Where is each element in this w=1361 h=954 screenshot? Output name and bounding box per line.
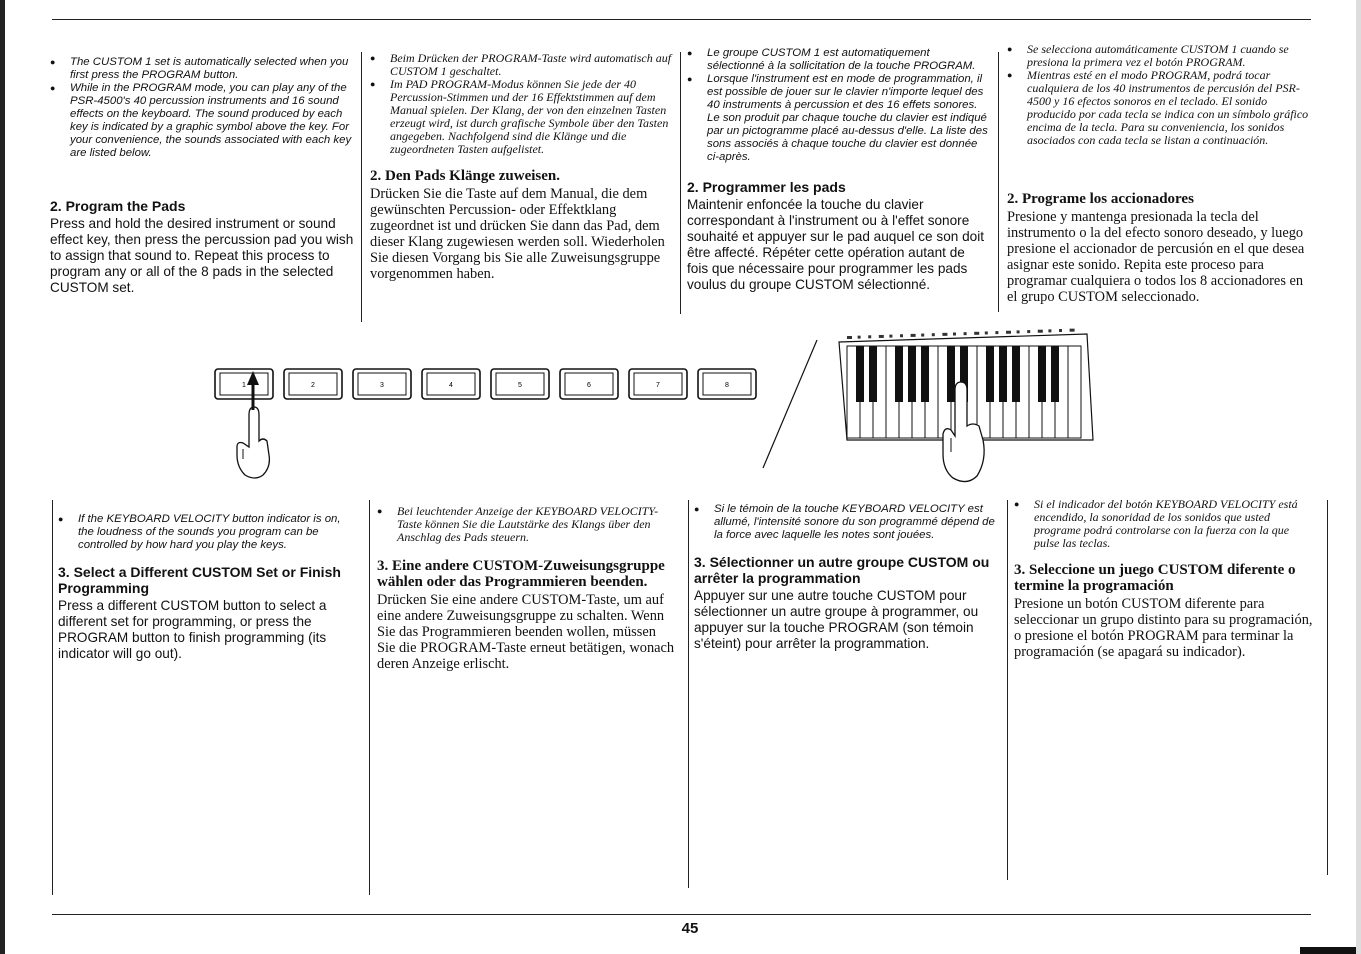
hand-icon: [237, 407, 269, 478]
black-key: [1051, 346, 1059, 402]
section-body: Drücken Sie die Taste auf dem Manual, die dem gewünschten Percussion- oder Effektklang zugeordnet ist und drücken Sie dann das Pad, dem dieser Klang zugewiesen werden soll. Wiederholen Sie diesen Vorgang bis Sie alle Zuweisungsgruppe vorgenommen haben.: [370, 186, 665, 282]
section-heading: 2. Programmer les pads: [687, 179, 846, 195]
top-column-french: [687, 47, 989, 293]
keyboard-illustration: [755, 328, 1115, 493]
notes-list: [377, 505, 677, 544]
key-symbol-icon: [879, 335, 884, 338]
key-symbol-icon: [974, 332, 979, 335]
divider-bottom-3: [1007, 500, 1008, 880]
note-item: ● Lorsque l'instrument est en mode de programmation, il est possible de jouer sur le clavier n'importe lequel des 40 instruments à percussion et des 16 effets sonores. Le son produit par chaque touche du clavier est indiqué par un pictogramme placé au-dessus d'elle. La liste des sons associés à chaque touche du clavier est donnée ci-après.: [687, 73, 989, 164]
leader-line: [763, 340, 817, 468]
key-symbol-icon: [921, 334, 924, 337]
notes-list: [687, 47, 989, 164]
key-symbol-icon: [858, 336, 861, 339]
key-symbol-icon: [932, 333, 935, 336]
pad-number-label: 2: [311, 382, 315, 389]
key-symbols-row: [847, 329, 1075, 339]
black-key: [856, 346, 864, 402]
note-item: ● Bei leuchtender Anzeige der KEYBOARD VELOCITY-Taste können Sie die Lautstärke des Klangs über den Anschlag des Pads steuern.: [377, 505, 677, 544]
pad-number-label: 3: [380, 382, 384, 389]
note-item: ● Beim Drücken der PROGRAM-Taste wird automatisch auf CUSTOM 1 geschaltet.: [370, 52, 672, 78]
key-symbol-icon: [889, 335, 892, 338]
section-body: Press and hold the desired instrument or sound effect key, then press the percussion pad you wish to assign that sound to. Repeat this process to program any or all of the 8 pads in the selected CUSTOM set.: [50, 216, 354, 295]
top-rule: [52, 19, 1311, 20]
key-symbol-icon: [964, 332, 967, 335]
key-symbol-icon: [1059, 329, 1062, 332]
bottom-column-german: [377, 505, 677, 672]
note-item: ● Im PAD PROGRAM-Modus können Sie jede der 40 Percussion-Stimmen und der 16 Effektstimmen auf dem Manual spielen. Der Klang, der von den einzelnen Tasten erzeugt wird, ist durch grafische Symbole über den Tasten angegeben. Nachfolgend sind die Klänge und die zugeordneten Tasten aufgelistet.: [370, 78, 672, 156]
pad-number-label: 4: [449, 382, 453, 389]
key-symbol-icon: [995, 331, 998, 334]
pad-number-label: 6: [587, 382, 591, 389]
white-key: [1068, 346, 1081, 438]
key-symbol-icon: [1027, 330, 1030, 333]
black-key: [999, 346, 1007, 402]
section-heading: 2. Program the Pads: [50, 198, 186, 214]
black-key: [869, 346, 877, 402]
divider-top-3: [998, 52, 999, 312]
pad-number-label: 8: [725, 382, 729, 389]
key-symbol-icon: [942, 333, 947, 336]
black-key: [986, 346, 994, 402]
bottom-column-english: [58, 513, 358, 662]
notes-list: [694, 503, 996, 542]
pad-number-label: 1: [242, 382, 246, 389]
section-heading: 3. Select a Different CUSTOM Set or Finish Programming: [58, 564, 341, 596]
notes-list: [1014, 498, 1316, 550]
scan-edge-left: [0, 0, 5, 954]
key-symbol-icon: [1038, 330, 1043, 333]
section-heading: 2. Den Pads Klänge zuweisen.: [370, 168, 561, 184]
scan-bar-bottom: [1300, 947, 1356, 954]
top-column-german: [370, 52, 672, 282]
key-symbol-icon: [911, 334, 916, 337]
note-item: ● Si el indicador del botón KEYBOARD VELOCITY está encendido, la sonoridad de los sonidos que usted programe podrá controlarse con la fuerza con la que pulse las teclas.: [1014, 498, 1316, 550]
note-item: ● The CUSTOM 1 set is automatically selected when you first press the PROGRAM button.: [50, 56, 355, 82]
section-heading: 3. Eine andere CUSTOM-Zuweisungsgruppe wählen oder das Programmieren beenden.: [377, 558, 665, 590]
note-item: ● Le groupe CUSTOM 1 est automatiquement sélectionné à la sollicitation de la touche PROGRAM.: [687, 47, 989, 73]
divider-top-1: [361, 52, 362, 322]
bottom-column-french: [694, 503, 996, 652]
black-key: [1012, 346, 1020, 402]
key-symbol-icon: [953, 333, 956, 336]
pads-illustration: [205, 355, 765, 490]
section-body: Drücken Sie eine andere CUSTOM-Taste, um auf eine andere Zuweisungsgruppe zu schalten. Wenn Sie das Programmieren beenden wollen, müssen Sie die PROGRAM-Taste erneut betätigen, wonach deren Anzeige erlischt.: [377, 592, 675, 672]
notes-list: [58, 513, 358, 552]
note-item: ● Se selecciona automáticamente CUSTOM 1 cuando se presiona la primera vez el botón PROGRAM.: [1007, 43, 1309, 69]
divider-bottom-1: [369, 500, 370, 895]
top-column-spanish: [1007, 43, 1309, 305]
section-body: Maintenir enfoncée la touche du clavier correspondant à l'instrument ou à l'effet sonore souhaité et appuyer sur le pad auquel ce son doit être affecté. Répéter cette opération autant de fois que nécessaire pour programmer les pads voulus du groupe CUSTOM sélectionné.: [687, 197, 985, 292]
pad-number-label: 5: [518, 382, 522, 389]
top-column-english: [50, 56, 355, 296]
key-symbol-icon: [1070, 329, 1075, 332]
section-heading: 2. Programe los accionadores: [1007, 191, 1194, 207]
section-heading: 3. Sélectionner un autre groupe CUSTOM ou arrêter la programmation: [694, 554, 990, 586]
bottom-rule: [52, 914, 1311, 915]
key-symbol-icon: [985, 331, 988, 334]
bottom-column-spanish: [1014, 498, 1316, 660]
note-item: ● While in the PROGRAM mode, you can play any of the PSR-4500's 40 percussion instruments and 16 sound effects on the keyboard. The sound produced by each key is indicated by a graphic symbol above the key. For your convenience, the sounds associated with each key are listed below.: [50, 82, 355, 160]
key-symbol-icon: [1017, 330, 1020, 333]
pad-number-label: 7: [656, 382, 660, 389]
section-body: Appuyer sur une autre touche CUSTOM pour sélectionner un autre groupe à programmer, ou appuyer sur la touche PROGRAM (son témoin s'éteint) pour arrêter la programmation.: [694, 588, 979, 651]
divider-bottom-0: [52, 500, 53, 895]
black-key: [895, 346, 903, 402]
section-heading: 3. Seleccione un juego CUSTOM diferente o termine la programación: [1014, 562, 1296, 594]
key-symbol-icon: [868, 335, 871, 338]
note-item: ● Mientras esté en el modo PROGRAM, podrá tocar cualquiera de los 40 instrumentos de percusión del PSR-4500 y 16 efectos sonoros en el teclado. El sonido producido por cada tecla se indica con un símbolo gráfico encima de la tecla. Para su conveniencia, los sonidos asociados con cada tecla se listan a continuación.: [1007, 69, 1309, 147]
black-key: [921, 346, 929, 402]
section-body: Presione un botón CUSTOM diferente para seleccionar un grupo distinto para su programación, o presione el botón PROGRAM para terminar la programación (se apagará su indicador).: [1014, 596, 1313, 660]
note-item: ● If the KEYBOARD VELOCITY button indicator is on, the loudness of the sounds you program can be controlled by how hard you play the keys.: [58, 513, 358, 552]
black-key: [947, 346, 955, 402]
pad-row: [215, 369, 756, 399]
key-symbol-icon: [900, 334, 903, 337]
key-symbol-icon: [847, 336, 852, 339]
page-number: 45: [681, 920, 699, 937]
note-item: ● Si le témoin de la touche KEYBOARD VELOCITY est allumé, l'intensité sonore du son programmé dépend de la force avec laquelle les notes sont jouées.: [694, 503, 996, 542]
notes-list: [1007, 43, 1309, 147]
notes-list: [50, 56, 355, 160]
divider-bottom-4: [1327, 500, 1328, 875]
notes-list: [370, 52, 672, 156]
scan-edge-right: [1356, 0, 1361, 954]
section-body: Press a different CUSTOM button to select a different set for programming, or press the PROGRAM button to finish programming (its indicator will go out).: [58, 598, 327, 661]
black-key: [1038, 346, 1046, 402]
key-symbol-icon: [1006, 331, 1011, 334]
key-symbol-icon: [1048, 329, 1051, 332]
divider-top-2: [680, 52, 681, 314]
section-body: Presione y mantenga presionada la tecla del instrumento o la del efecto sonoro deseado, y luego presione el accionador de percusión en el que desea asignar este sonido. Repita este proceso para programar cualquiera o todos los 8 accionadores en el grupo CUSTOM seleccionado.: [1007, 209, 1305, 305]
divider-bottom-2: [688, 500, 689, 888]
black-key: [908, 346, 916, 402]
